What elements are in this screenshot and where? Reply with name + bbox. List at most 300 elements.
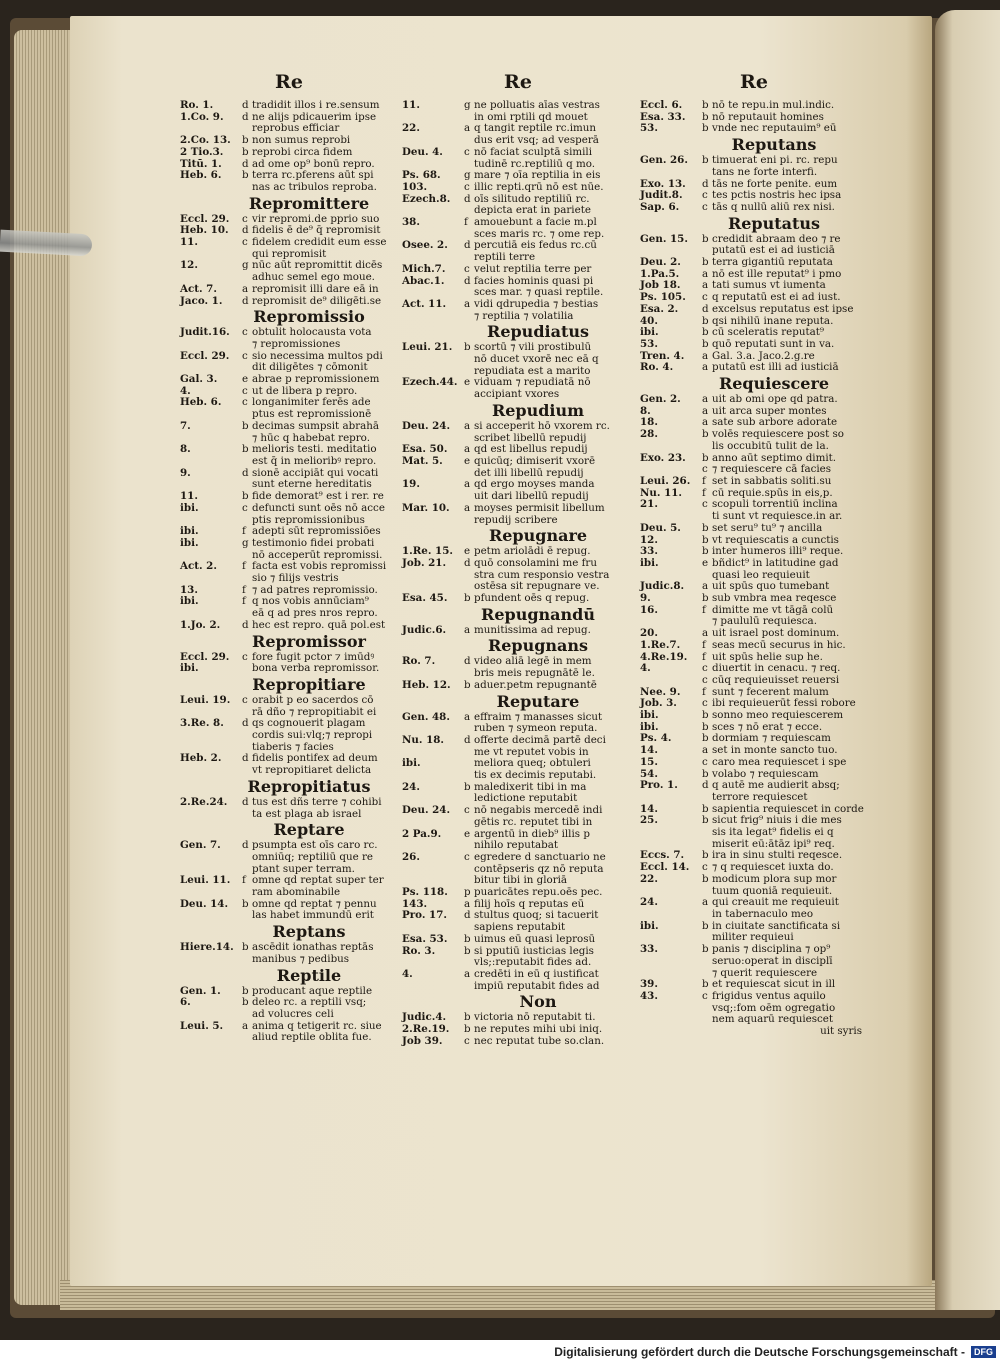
reference [180,339,242,351]
reference: Gen. 1. [180,984,221,997]
page-holder-clip [0,230,93,257]
index-entry [180,663,398,675]
section-letter [242,456,252,468]
reference: 18. [640,416,658,429]
entry-text: vidi qdrupedia ⁊ bestias [474,297,599,310]
index-entry [402,735,634,747]
entry-text: argentū in dieb⁹ illis p [474,827,590,840]
section-letter: b [702,872,709,885]
index-entry [180,809,398,821]
reference: Esa. 2. [640,302,679,315]
entry-text: cū sceleratis reputat⁹ [712,326,825,339]
running-head: Re [275,71,303,93]
index-entry [180,695,398,707]
index-heading: Repudiatus [487,322,589,342]
reference: 11. [180,236,198,249]
entry-text: adhuc semel ego moue. [252,271,375,284]
section-letter: c [702,989,708,1002]
section-letter: f [702,486,706,499]
reference: Ps. 105. [640,291,686,304]
index-entry [402,389,634,401]
entry-text: ptus est repromissionē [252,408,372,421]
section-letter: d [464,733,471,746]
entry-text: vir repromi.de pprio suo [252,212,380,225]
entry-text: qsi nihilū inane reputa. [712,314,834,327]
section-letter [242,1009,252,1021]
entry-text: defuncti sunt oēs nō acce [252,501,385,514]
reference: Leui. 26. [640,474,691,487]
entry-text: terra gigantiū reputata [712,256,833,269]
index-entry [640,675,868,687]
entry-text: ne reputes mihi ubi iniq. [474,1023,603,1036]
reference: Gen. 48. [402,710,450,723]
reference: ibi. [640,326,659,339]
reference: Osee. 2. [402,239,448,252]
entry-text: sub vmbra mea reqesce [712,592,837,605]
reference: 25. [640,814,658,827]
section-letter [242,339,252,351]
entry-text: panis ⁊ disciplina ⁊ op⁹ [712,943,831,956]
reference: Ro. 4. [640,361,674,374]
index-entry [640,167,868,179]
section-letter: b [464,1011,471,1024]
entry-text: putatū est illi ad iusticiā [712,361,839,374]
index-entry [402,817,634,829]
section-letter: d [242,752,249,765]
section-letter: f [702,638,706,651]
index-entry [640,123,868,135]
reference: 2 Pa.9. [402,827,442,840]
section-letter: g [464,169,471,182]
reference: Gen. 2. [640,393,681,406]
index-heading: Repromissor [252,631,366,651]
section-letter: b [702,592,709,605]
section-letter [242,910,252,922]
reference [180,456,242,468]
reference: Mat. 5. [402,454,443,467]
section-letter: b [242,490,249,503]
reference: ibi. [180,662,199,675]
entry-text: tās q nullū aliū rex nisi. [712,200,835,213]
reference [180,1009,242,1021]
running-head: Re [740,71,768,93]
section-letter: b [702,978,709,991]
section-letter: g [242,536,249,549]
reference: Deu. 14. [180,897,229,910]
entry-text: decimas sumpsit abrahā [252,419,380,432]
section-letter [702,909,712,921]
reference: 54. [640,767,658,780]
reference: Esa. 53. [402,932,448,945]
index-entry [180,374,398,386]
section-letter: b [242,996,249,1009]
entry-text: set seru⁹ tu⁹ ⁊ ancilla [712,521,823,534]
entry-text: miserit eū:ātāz ipi⁹ req. [712,837,835,850]
entry-text: non sumus reprobi [252,134,351,147]
reference: Titū. 1. [180,157,222,170]
section-letter: d [464,274,471,287]
reference: ibi. [402,757,421,770]
reference: Esa. 50. [402,443,448,456]
entry-text: ascēdit ionathas reptās [252,941,374,954]
entry-text: abrae p repromissionem [252,373,380,386]
reference [402,354,464,366]
entry-text: quō consolamini me fru [474,556,597,569]
entry-text: uit ab omi ope qd patra. [712,393,838,406]
entry-text: tati sumus vt iumenta [712,279,826,292]
section-letter: f [702,603,706,616]
reference: Judit.16. [180,326,230,339]
section-letter [702,167,712,179]
reference: 12. [640,533,658,546]
reference [640,956,702,968]
entry-text: accipiant vxores [474,388,560,401]
reference [180,910,242,922]
reference [640,909,702,921]
index-heading: Repromittere [248,193,370,213]
entry-text: uit israel post dominum. [712,627,840,640]
reference: 9. [180,466,191,479]
section-letter: b [242,443,249,456]
index-entry [402,354,634,366]
entry-text: sio necessima multos pdi [252,349,383,362]
reference [402,770,464,782]
entry-text: sunt eterne hereditatis [252,478,372,491]
entry-text: ti sunt vt requiesce.in ar. [712,510,843,523]
section-letter: d [464,239,471,252]
reference: 53. [640,337,658,350]
reference [180,573,242,585]
reference: 2.Co. 13. [180,134,231,147]
running-head: Re [504,71,532,93]
entry-text: quasi leo requieuit [712,568,810,581]
reference [402,311,464,323]
entry-text: terra rc.pferens aūt spi [252,169,374,182]
section-letter: c [464,850,470,863]
entry-text: sces mar. ⁊ quasi reptile. [474,286,604,299]
entry-text: sces ⁊ nō erat ⁊ ecce. [712,720,823,733]
reference: Mich.7. [402,262,446,275]
section-letter: b [464,1023,471,1036]
reference: 26. [402,850,420,863]
section-letter: b [702,122,709,135]
section-letter: f [242,874,246,887]
entry-text: nō negabis mercedē indi [474,804,603,817]
index-entry [640,757,868,769]
reference [402,389,464,401]
entry-text: ⁊ reptilia ⁊ volatilia [474,309,574,322]
reference: ibi. [180,595,199,608]
reference [180,1032,242,1044]
section-letter: a [702,393,709,406]
reference: 16. [640,603,658,616]
entry-text: reptili terre [474,251,536,264]
reference: Job 18. [640,279,681,292]
entry-text: petm ariolādi ē repug. [474,545,591,558]
entry-text: volēs requiescere post so [712,428,844,441]
entry-text: ⁊ repromissiones [252,337,341,350]
entry-text: dimitte me vt tāgā colū [712,603,834,616]
section-letter: c [242,396,248,409]
reference: Heb. 6. [180,396,222,409]
section-letter: f [242,583,246,596]
entry-text: munitissima ad repug. [474,623,591,636]
entry-text: anno aūt septimo dimit. [712,451,837,464]
index-heading: Reputare [496,691,580,711]
reference: Tren. 4. [640,349,685,362]
index-heading: Reptans [272,922,346,942]
entry-text: obtulit holocausta vota [252,326,372,339]
reference: 28. [640,428,658,441]
section-letter: c [702,498,708,511]
reference: Judic.6. [402,623,447,636]
section-letter: d [242,294,249,307]
reference: Pro. 17. [402,909,447,922]
section-letter: f [242,560,246,573]
section-letter: a [702,744,709,757]
index-entry [180,1009,398,1021]
reference [640,1014,702,1026]
entry-text: cūq requieuisset reuersi [712,673,840,686]
reference: 103. [402,180,428,193]
entry-text: ut de libera p repro. [252,384,358,397]
section-letter: b [702,720,709,733]
entry-text: egredere d sanctuario ne [474,850,606,863]
entry-text: reprobi circa fidem [252,145,353,158]
reference [640,827,702,839]
section-letter: a [464,968,471,980]
index-entry [180,910,398,922]
entry-text: nō faciat sculptā simili [474,145,593,158]
index-entry [640,523,868,535]
reference: 8. [180,443,191,456]
entry-text: tiaberis ⁊ facies [252,740,334,753]
index-entry [640,558,868,570]
entry-text: repudij scribere [474,513,558,526]
section-letter: e [464,827,471,840]
entry-text: sces maris rc. ⁊ ome rep. [474,227,605,240]
section-letter: e [464,376,471,389]
entry-text: vls;:reputabit fides ad. [474,956,592,969]
entry-text: ⁊ paululū requiesca. [712,615,817,628]
entry-text: tes pctis nostris hec ipsa [712,189,842,202]
index-entry [640,100,868,112]
reference [402,817,464,829]
index-heading: Repromissio [253,307,365,327]
entry-text: si pputiū iusticias legis [474,944,594,957]
entry-text: adepti sūt repromissiōes [252,525,381,538]
index-entry [402,1036,634,1048]
entry-text: qd ergo moyses manda [474,478,595,491]
index-entry [402,100,634,112]
reference: 1.Re.7. [640,638,681,651]
section-letter: f [702,685,706,698]
reference: Deu. 2. [640,256,681,269]
reference: 14. [640,744,658,757]
entry-text: set in monte sancto tuo. [712,744,838,757]
section-letter: g [242,259,249,272]
entry-text: caro mea requiescet i spe [712,755,847,768]
section-letter [702,1014,712,1026]
section-letter [464,389,474,401]
reference: 1.Re. 15. [402,545,453,558]
index-entry [640,792,868,804]
reference: ibi. [640,709,659,722]
entry-text: victoria nō reputabit ti. [474,1011,596,1024]
section-letter: b [702,545,709,558]
entry-text: bona verba repromissor. [252,662,380,675]
section-letter: c [242,384,248,397]
section-letter: b [702,99,709,111]
entry-text: ne polluatis aīas vestras [474,99,600,111]
entry-text: bñdict⁹ in latitudine gad [712,556,839,569]
reference [402,515,464,527]
section-letter [242,182,252,194]
entry-text: repromisit de⁹ diligēti.se [252,294,382,307]
reference: 12. [180,259,198,272]
section-letter: b [702,767,709,780]
entry-text: bris meis repugnātē le. [474,667,595,680]
reference [640,167,702,179]
index-entry [180,503,398,515]
index-entry [640,202,868,214]
entry-text: nō te repu.in mul.indic. [712,99,835,111]
reference: Eccs. 7. [640,849,685,862]
section-letter: d [464,556,471,569]
entry-text: tudinē rc.reptiliū q mo. [474,157,596,170]
section-letter: a [702,580,709,593]
entry-text: sonno meo requiescerem [712,709,844,722]
section-letter: d [702,779,709,792]
reference: Pro. 1. [640,779,678,792]
section-letter: c [242,693,248,706]
section-letter: c [242,650,248,663]
section-letter: d [242,466,249,479]
reference: 3.Re. 8. [180,717,224,730]
entry-text: in omi rptili qd mouet [474,110,588,123]
index-column-1 [180,64,398,1044]
entry-text: ostēsa sit repugnare ve. [474,580,600,593]
entry-text: moyses permisit libellum [474,501,605,514]
section-letter: a [702,404,709,417]
section-letter: c [702,189,708,202]
reference: ibi. [640,720,659,733]
entry-text: cordis sui:vlq;⁊ repropi [252,729,373,742]
reference [402,570,464,582]
entry-text: sis ita legat⁹ fidelis ei q [712,826,834,839]
reference: Heb. 2. [180,752,222,765]
index-entry [180,538,398,550]
entry-text: ruben ⁊ symeon reputa. [474,722,598,735]
entry-text: oīs silitudo reptiliū rc. [474,192,590,205]
entry-text: putatū est ei ad iusticiā [712,244,835,257]
section-letter: e [464,454,471,467]
index-entry [180,100,398,112]
entry-text: gētis rc. reputet tibi in [474,815,593,828]
section-letter: a [464,122,471,135]
section-letter: a [702,896,709,909]
entry-text: sio ⁊ filijs vestris [252,572,339,585]
reference: 53. [640,122,658,135]
section-letter: g [464,99,471,111]
index-entry [180,147,398,159]
section-letter: c [464,1034,470,1047]
index-entry [640,362,868,374]
section-letter: p [464,886,471,899]
reference: Jaco. 1. [180,294,223,307]
section-letter: b [702,110,709,123]
entry-text: fidelis ē de⁹ q̄ repromisit [252,224,381,237]
entry-text: in ciuitate sanctificata si [712,919,841,932]
entry-text: stra cum responsio vestra [474,568,610,581]
index-heading: Requiescere [718,374,830,394]
reference: 1.Jo. 2. [180,618,221,631]
reference: 11. [402,99,420,111]
index-entry [640,710,868,722]
section-letter: f [702,650,706,663]
index-heading: Reputatus [727,213,821,233]
reference: 22. [402,122,420,135]
index-entry [180,237,398,249]
section-letter [464,770,474,782]
index-entry [402,311,634,323]
reference: 7. [180,419,191,432]
reference: Exo. 13. [640,177,686,190]
entry-text: eā q ad pres nros repro. [252,607,378,620]
reference: 11. [180,490,198,503]
section-letter [464,864,474,876]
section-letter: f [464,216,468,229]
entry-text: uimus eū quasi leprosū [474,932,596,945]
section-letter: d [242,157,249,170]
reference [640,675,702,687]
reference: 22. [640,872,658,885]
entry-text: dormiam ⁊ requiescam [712,732,831,745]
entry-text: amouebunt a facie m.pl [474,216,597,229]
section-letter [464,758,474,770]
entry-text: nō acceperūt repromissi. [252,548,383,561]
reference: 8. [640,404,651,417]
section-letter: b [464,944,471,957]
section-letter: c [702,200,708,213]
reference: Nu. 18. [402,733,444,746]
entry-text: orabit p eo sacerdos cō [252,693,374,706]
section-letter: c [702,673,708,686]
section-letter: d [242,99,249,111]
section-letter: d [702,177,709,190]
section-letter: c [702,697,708,710]
index-entry [402,182,634,194]
entry-text: in tabernaculo meo [712,908,814,920]
section-letter [242,809,252,821]
reference: Exo. 23. [640,451,686,464]
reference: Job. 21. [402,556,447,569]
section-letter [702,1003,712,1015]
section-letter [464,981,474,993]
entry-text: nem aquarū requiescet [712,1013,833,1026]
section-letter: a [242,282,249,295]
section-letter: d [242,795,249,808]
section-letter: e [464,545,471,558]
entry-text: Gal. 3.a. Jaco.2.g.re [712,349,815,362]
section-letter: b [242,145,249,158]
section-letter: b [464,780,471,793]
entry-text: quicūq; dimiserit vxorē [474,454,596,467]
entry-text: percutiā eis fedus rc.cū [474,239,597,252]
reference: ibi. [640,919,659,932]
entry-text: stultus quoq; si tacuerit [474,909,599,922]
section-letter: b [702,814,709,827]
